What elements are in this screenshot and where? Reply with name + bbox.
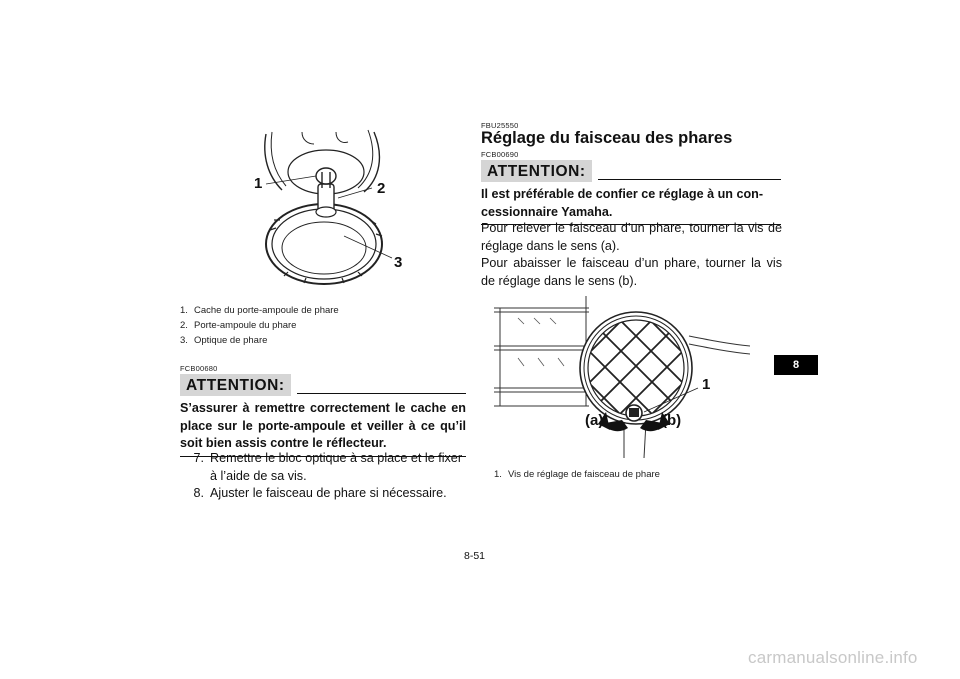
chapter-tab: 8 bbox=[774, 355, 818, 375]
step-item: 7. Remettre le bloc optique à sa place et le fixer à l’aide de sa vis. bbox=[193, 451, 463, 483]
figure1-caption-list bbox=[180, 303, 339, 348]
body-paragraph: Pour relever le faisceau d’un phare, tourner la vis de réglage dans le sens (a). Pour abaisser le faisceau d’un phare, tourner la vis de réglage dans le sens (b). bbox=[481, 221, 782, 288]
section-code: FBU25550 bbox=[481, 121, 519, 130]
caution-label: ATTENTION: bbox=[481, 160, 592, 182]
callout-1: 1 bbox=[254, 175, 263, 192]
callout-3: 3 bbox=[394, 254, 403, 271]
caution-code: FCB00680 bbox=[180, 364, 218, 373]
callout-2: 2 bbox=[377, 180, 386, 197]
caution-code: FCB00690 bbox=[481, 150, 519, 159]
caption-item: 1. Cache du porte-ampoule de phare bbox=[180, 305, 339, 316]
headlight-bulb-holder-illustration bbox=[244, 126, 404, 292]
step-item: 8. Ajuster le faisceau de phare si nécessaire. bbox=[193, 486, 447, 500]
section-title: Réglage du faisceau des phares bbox=[481, 129, 733, 147]
page-number: 8-51 bbox=[464, 550, 486, 562]
caption-item: 2. Porte-ampoule du phare bbox=[180, 320, 297, 331]
caution-text: S’assurer à remettre correctement le cache en place sur le porte-ampoule et veiller à ce qu’il soit bien assis contre le réflecteur. bbox=[180, 396, 466, 457]
callout-b: (b) bbox=[662, 412, 682, 429]
callout-a: (a) bbox=[585, 412, 604, 429]
caution-divider bbox=[598, 179, 781, 180]
caption-item: 3. Optique de phare bbox=[180, 335, 268, 346]
callout-1: 1 bbox=[702, 376, 711, 393]
caution-text: Il est préférable de confier ce réglage à un con- cessionnaire Yamaha. bbox=[481, 182, 781, 225]
steps-list bbox=[180, 450, 468, 503]
caution-label: ATTENTION: bbox=[180, 374, 291, 396]
caution-block bbox=[481, 160, 781, 225]
caution-divider bbox=[297, 393, 466, 394]
figure2-caption: 1. Vis de réglage de faisceau de phare bbox=[494, 469, 660, 480]
headlight-adjusting-screw-illustration bbox=[494, 296, 750, 460]
caution-block bbox=[180, 374, 466, 457]
watermark: carmanualsonline.info bbox=[748, 648, 918, 667]
